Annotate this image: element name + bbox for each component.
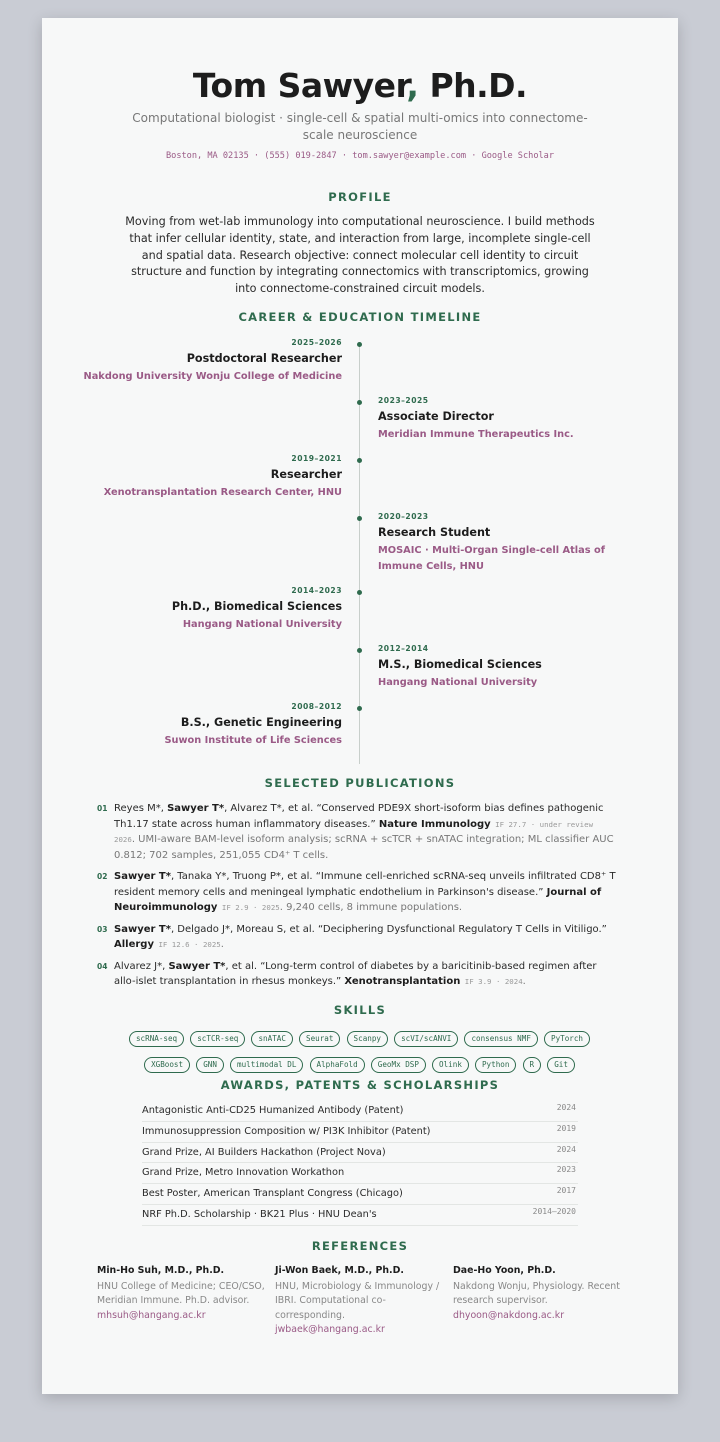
skill-chip: R [523,1057,542,1073]
timeline-years: 2020–2023 [378,512,429,521]
skill-chip: snATAC [251,1031,292,1047]
publication-number: 04 [97,961,108,971]
skill-chip: scTCR-seq [190,1031,245,1047]
award-row [142,1163,578,1184]
publication-journal: Nature Immunology [378,818,491,830]
profile-text: Moving from wet-lab immunology into computational neuroscience. I build methods that infer cellular identity, state, and interaction from large, incomplete single-cell and spatial data. Research objective: connect molecular cell identity to circuit structure and function by integrating connectomics with transcriptomics, growing into connectome-constrained circuit models. [125,215,595,296]
reference-card [275,1264,443,1338]
reference-card [97,1264,265,1323]
timeline-entry [82,702,342,749]
publication-number: 03 [97,924,108,934]
award-year: 2017 [556,1186,576,1196]
section-title-awards: AWARDS, PATENTS & SCHOLARSHIPS [220,1078,500,1092]
publication-number: 02 [97,872,108,881]
skill-chip: AlphaFold [310,1057,365,1073]
publication-meta: IF 12.6 · 2025 [154,940,221,949]
award-row [142,1205,578,1226]
skill-chip: scVI/scANVI [394,1031,458,1047]
timeline-org: Xenotransplantation Research Center, HNU [103,487,342,498]
award-title: Best Poster, American Transplant Congress (Chicago) [142,1188,403,1200]
publication-journal: Allergy [114,939,154,950]
skill-chip: GeoMx DSP [371,1057,426,1073]
timeline-dot [357,400,362,405]
publication-item [97,959,617,990]
timeline-entry [82,586,342,633]
publication-note: . [522,976,526,987]
timeline-entry [378,512,638,575]
tagline: Computational biologist · single-cell & spatial multi-omics into connectome-scale neuroscience [132,111,588,142]
award-year: 2024 [556,1144,576,1154]
publication-note: . UMI-aware BAM-level isoform analysis; scRNA + scTCR + snATAC integration; ML classifier AUC 0.812; 702 samples, 251,055 CD4⁺ T cells. [114,834,614,861]
timeline-line [359,344,360,764]
publication-author-self: Sawyer T* [168,960,226,972]
timeline-entry [82,338,342,385]
timeline-org: Meridian Immune Therapeutics Inc. [378,429,574,440]
timeline-role: B.S., Genetic Engineering [180,716,342,729]
timeline-years: 2008–2012 [291,702,342,711]
publication-item [97,801,617,863]
timeline-entry [378,644,638,691]
reference-description: HNU College of Medicine; CEO/CSO, Meridian Immune. Ph.D. advisor. [97,1280,265,1306]
timeline-years: 2012–2014 [378,644,429,653]
publication-citation: , Delgado J*, Moreau S, et al. “Deciphering Dysfunctional Regulatory T Cells in Vitiligo.” [170,923,607,935]
publication-citation: , Tanaka Y*, Truong P*, et al. “Immune cell-enriched scRNA-seq unveils infiltrated CD8⁺ T resident memory cells and meningeal lymphatic endothelium in Parkinson's disease.” [114,871,616,898]
publication-item [97,869,617,916]
skill-chip: consensus NMF [464,1031,537,1047]
reference-description: Nakdong Wonju, Physiology. Recent research supervisor. [453,1280,620,1306]
resume-page [42,18,678,1394]
publication-author-self: Sawyer T* [114,923,171,935]
timeline-years: 2023–2025 [378,396,429,405]
reference-email[interactable]: dhyoon@nakdong.ac.kr [453,1309,565,1321]
reference-email[interactable]: mhsuh@hangang.ac.kr [97,1309,206,1321]
award-year: 2023 [556,1165,576,1175]
timeline-role: Postdoctoral Researcher [186,352,342,365]
section-title-skills: SKILLS [333,1003,387,1017]
award-year: 2014–2020 [532,1206,576,1216]
publication-number: 01 [97,804,108,813]
award-title: Grand Prize, Metro Innovation Workathon [142,1167,345,1179]
publication-author-self: Sawyer T* [167,803,225,814]
timeline-dot [357,342,362,347]
timeline-org: Nakdong University Wonju College of Medicine [83,371,342,382]
timeline-role: M.S., Biomedical Sciences [378,658,542,671]
timeline-role: Associate Director [378,410,494,423]
award-row [142,1143,578,1164]
publication-item [97,922,617,953]
timeline-role: Researcher [270,468,342,481]
timeline-dot [357,590,362,595]
reference-name: Dae-Ho Yoon, Ph.D. [453,1265,556,1276]
award-row [142,1184,578,1205]
award-title: NRF Ph.D. Scholarship · BK21 Plus · HNU Dean's [142,1208,377,1220]
name-suffix: Ph.D. [418,66,528,105]
award-title: Immunosuppression Composition w/ PI3K Inhibitor (Patent) [142,1125,431,1137]
publication-author-self: Sawyer T* [114,871,171,882]
award-year: 2019 [556,1123,576,1133]
reference-description: HNU, Microbiology & Immunology / IBRI. Computational co-corresponding. [275,1280,440,1321]
publication-note: . [220,939,224,950]
skill-chip: GNN [196,1057,224,1073]
award-row [142,1122,578,1143]
timeline-years: 2014–2023 [291,586,342,595]
timeline-dot [357,516,362,521]
award-row [142,1101,578,1122]
section-title-publications: SELECTED PUBLICATIONS [264,776,456,790]
contact-line[interactable]: Boston, MA 02135 · (555) 019-2847 · tom.sawyer@example.com · Google Scholar [165,151,555,161]
section-title-references: REFERENCES [311,1239,409,1253]
timeline-dot [357,458,362,463]
publication-list [97,801,617,996]
publication-citation: , et al. “Long-term control of diabetes by a baricitinib-based regimen after allo-islet transplantation in rhesus monkeys.” [114,960,597,987]
skill-chip: Scanpy [347,1031,388,1047]
skill-chip: Python [475,1057,516,1073]
timeline-entry [378,396,638,443]
page-title [42,66,678,105]
section-title-profile: PROFILE [328,190,392,204]
timeline-dot [357,706,362,711]
timeline-org: MOSAIC · Multi-Organ Single-cell Atlas of Immune Cells, HNU [378,545,605,572]
reference-name: Min-Ho Suh, M.D., Ph.D. [97,1265,225,1276]
awards-list [142,1101,578,1226]
publication-meta: IF 27.7 · under review 2026 [114,819,594,844]
timeline-role: Research Student [378,526,491,539]
timeline-years: 2025–2026 [291,338,342,347]
skill-chip: Seurat [299,1031,340,1047]
skill-chip: multimodal DL [230,1057,303,1073]
skill-chip: XGBoost [144,1057,190,1073]
timeline-entry [82,454,342,501]
timeline-org: Hangang National University [378,677,538,688]
publication-meta: IF 2.9 · 2025 [217,903,280,912]
timeline-dot [357,648,362,653]
skill-chip: Git [547,1057,575,1073]
name-comma: , [406,66,419,105]
timeline-org: Suwon Institute of Life Sciences [164,735,342,746]
timeline-org: Hangang National University [182,619,342,630]
award-title: Antagonistic Anti-CD25 Humanized Antibody (Patent) [142,1105,404,1116]
skill-chip: PyTorch [544,1031,590,1047]
publication-note: . 9,240 cells, 8 immune populations. [279,902,463,913]
timeline-years: 2019–2021 [291,454,342,463]
publication-citation: , Alvarez T*, et al. “Conserved PDE9X short-isoform bias defines pathogenic Th1.17 state across human inflammatory diseases.” [114,803,604,830]
publication-authors-pre: Reyes M*, [114,803,168,814]
timeline-role: Ph.D., Biomedical Sciences [171,600,342,613]
skills-list [120,1026,600,1078]
publication-journal: Xenotransplantation [344,976,461,987]
reference-name: Ji-Won Baek, M.D., Ph.D. [275,1265,404,1276]
publication-journal: Journal of Neuroimmunology [114,886,602,913]
reference-email[interactable]: jwbaek@hangang.ac.kr [275,1324,385,1335]
name-text: Tom Sawyer [192,66,407,105]
award-title: Grand Prize, AI Builders Hackathon (Project Nova) [142,1146,386,1158]
award-year: 2024 [556,1103,576,1112]
publication-authors-pre: Alvarez J*, [114,960,169,972]
skill-chip: Olink [432,1057,469,1073]
section-title-timeline: CAREER & EDUCATION TIMELINE [238,310,482,324]
skill-chip: scRNA-seq [129,1031,184,1047]
publication-meta: IF 3.9 · 2024 [460,977,523,986]
reference-card [453,1264,621,1323]
